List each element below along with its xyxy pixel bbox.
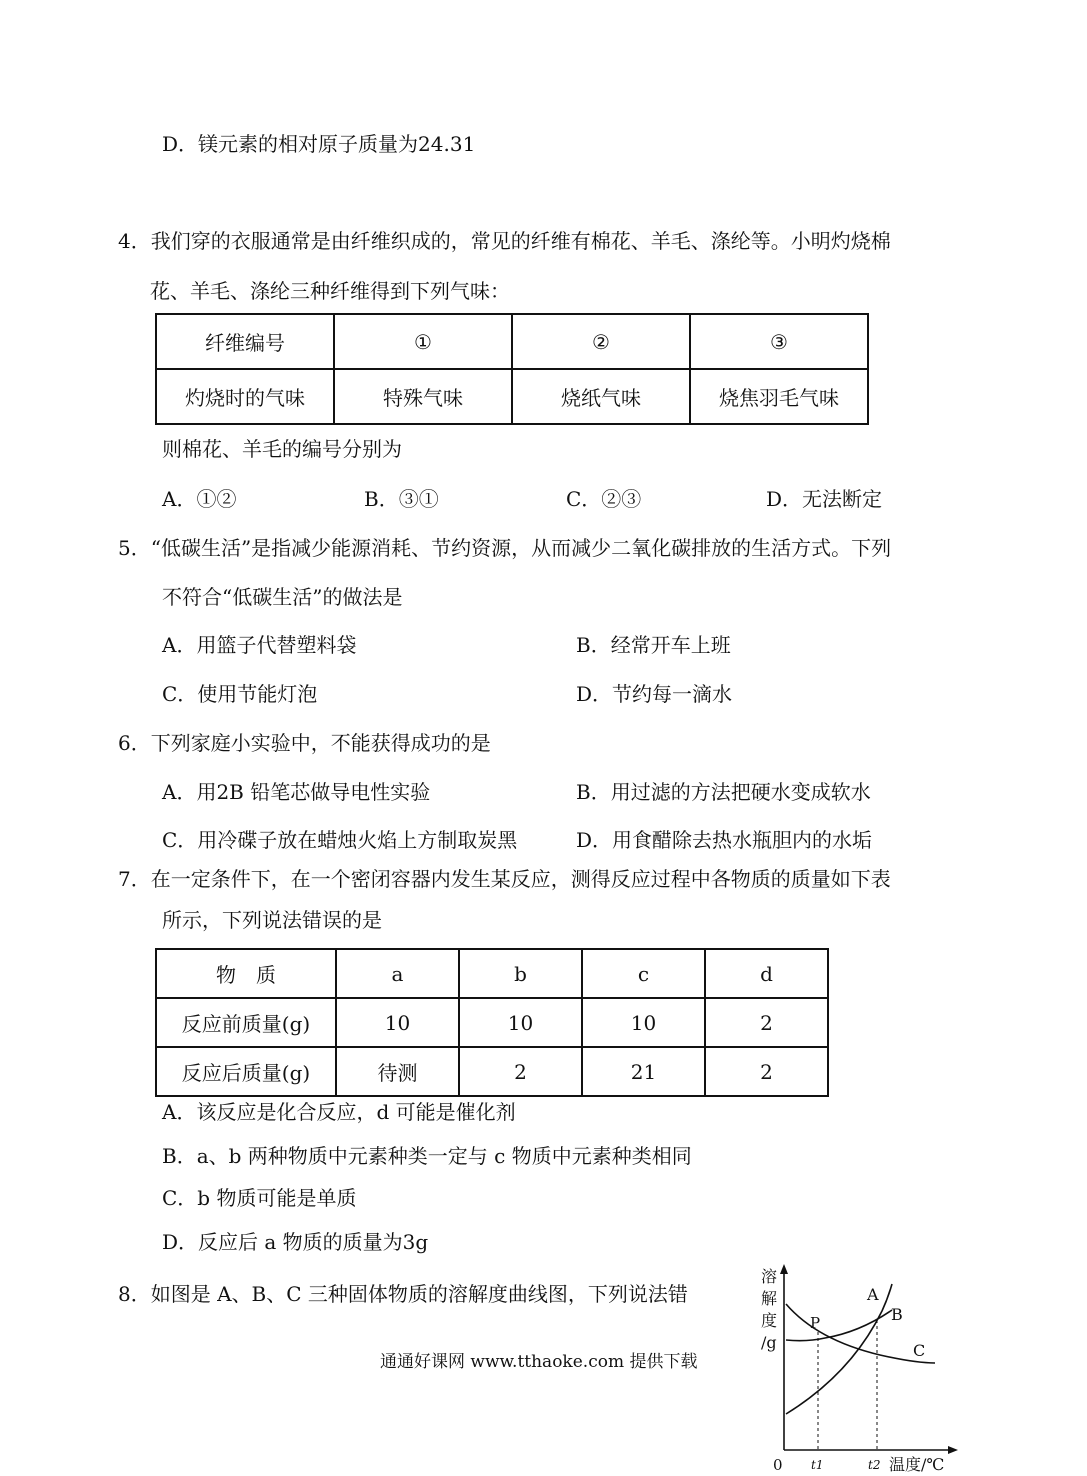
q5-option-d: D．节约每一滴水	[576, 682, 733, 706]
curve-label-b: B	[891, 1305, 903, 1324]
mass-table	[155, 948, 829, 1097]
table-cell: 21	[582, 1047, 705, 1096]
page-footer: 通通好课网 www.tthaoke.com 提供下载	[380, 1352, 698, 1372]
q7-option-b: B．a、b 两种物质中元素种类一定与 c 物质中元素种类相同	[162, 1144, 692, 1168]
q4-question: 则棉花、羊毛的编号分别为	[162, 437, 402, 461]
q6-option-d: D．用食醋除去热水瓶胆内的水垢	[576, 828, 873, 852]
point-label-p: P	[810, 1314, 821, 1332]
fiber-odor-table	[155, 313, 869, 425]
table-row	[156, 314, 868, 369]
table-cell: 烧焦羽毛气味	[690, 369, 868, 424]
q4-option-c: C．②③	[566, 487, 642, 511]
solubility-curve-graph	[755, 1262, 960, 1472]
table-cell: ③	[690, 314, 868, 369]
curve-b	[786, 1310, 892, 1341]
q5-option-c: C．使用节能灯泡	[162, 682, 318, 706]
table-cell: 10	[459, 998, 582, 1047]
table-cell: c	[582, 949, 705, 998]
table-row	[156, 949, 828, 998]
table-cell: 10	[336, 998, 459, 1047]
table-row	[156, 369, 868, 424]
table-cell: 特殊气味	[334, 369, 512, 424]
table-cell: 灼烧时的气味	[156, 369, 334, 424]
q6-option-c: C．用冷碟子放在蜡烛火焰上方制取炭黑	[162, 828, 518, 852]
q5-option-b: B．经常开车上班	[576, 633, 731, 657]
q6-option-b: B．用过滤的方法把硬水变成软水	[576, 780, 871, 804]
table-cell: 待测	[336, 1047, 459, 1096]
y-label-3: 度	[761, 1311, 778, 1330]
x-tick-t1: t1	[811, 1458, 824, 1472]
y-axis-arrow-icon	[780, 1264, 788, 1274]
q4-option-b: B．③①	[364, 487, 439, 511]
q6-option-a: A．用2B 铅笔芯做导电性实验	[162, 780, 431, 804]
q5-stem-line1: 5．“低碳生活”是指减少能源消耗、节约资源，从而减少二氧化碳排放的生活方式。下列	[118, 536, 892, 560]
q6-stem: 6．下列家庭小实验中，不能获得成功的是	[118, 731, 491, 755]
x-axis-arrow-icon	[948, 1446, 958, 1454]
table-cell: 2	[705, 1047, 828, 1096]
q4-option-a: A．①②	[162, 487, 237, 511]
q8-stem: 8．如图是 A、B、C 三种固体物质的溶解度曲线图，下列说法错	[118, 1282, 688, 1306]
q4-stem-line1: 4．我们穿的衣服通常是由纤维织成的，常见的纤维有棉花、羊毛、涤纶等。小明灼烧棉	[118, 229, 891, 253]
table-cell: d	[705, 949, 828, 998]
x-tick-t2: t2	[868, 1458, 881, 1472]
q7-option-a: A．该反应是化合反应，d 可能是催化剂	[162, 1100, 516, 1124]
q7-stem-line1: 7．在一定条件下，在一个密闭容器内发生某反应，测得反应过程中各物质的质量如下表	[118, 867, 891, 891]
table-cell: a	[336, 949, 459, 998]
x-axis-label: 温度/℃	[889, 1455, 945, 1472]
table-cell: 2	[705, 998, 828, 1047]
q5-stem-line2: 不符合“低碳生活”的做法是	[162, 585, 403, 609]
table-cell: ②	[512, 314, 690, 369]
y-label-4: /g	[761, 1333, 777, 1352]
q7-option-d: D．反应后 a 物质的质量为3g	[162, 1230, 429, 1254]
y-label-1: 溶	[761, 1267, 778, 1286]
q7-stem-line2: 所示，下列说法错误的是	[162, 908, 382, 932]
curve-label-a: A	[867, 1285, 879, 1304]
table-cell: 烧纸气味	[512, 369, 690, 424]
q7-option-c: C．b 物质可能是单质	[162, 1186, 357, 1210]
table-cell: 反应前质量(g)	[156, 998, 336, 1047]
table-cell: 纤维编号	[156, 314, 334, 369]
table-cell: 10	[582, 998, 705, 1047]
q4-option-d: D．无法断定	[766, 487, 883, 511]
origin-label: 0	[773, 1456, 783, 1472]
y-label-2: 解	[761, 1289, 778, 1308]
q5-option-a: A．用篮子代替塑料袋	[162, 633, 357, 657]
table-cell: 2	[459, 1047, 582, 1096]
table-row	[156, 1047, 828, 1096]
table-cell: 反应后质量(g)	[156, 1047, 336, 1096]
table-cell: ①	[334, 314, 512, 369]
table-cell: b	[459, 949, 582, 998]
q4-stem-line2: 花、羊毛、涤纶三种纤维得到下列气味：	[150, 279, 510, 303]
curve-label-c: C	[913, 1341, 926, 1360]
table-row	[156, 998, 828, 1047]
q3-option-d: D．镁元素的相对原子质量为24.31	[162, 132, 476, 156]
table-cell: 物 质	[156, 949, 336, 998]
